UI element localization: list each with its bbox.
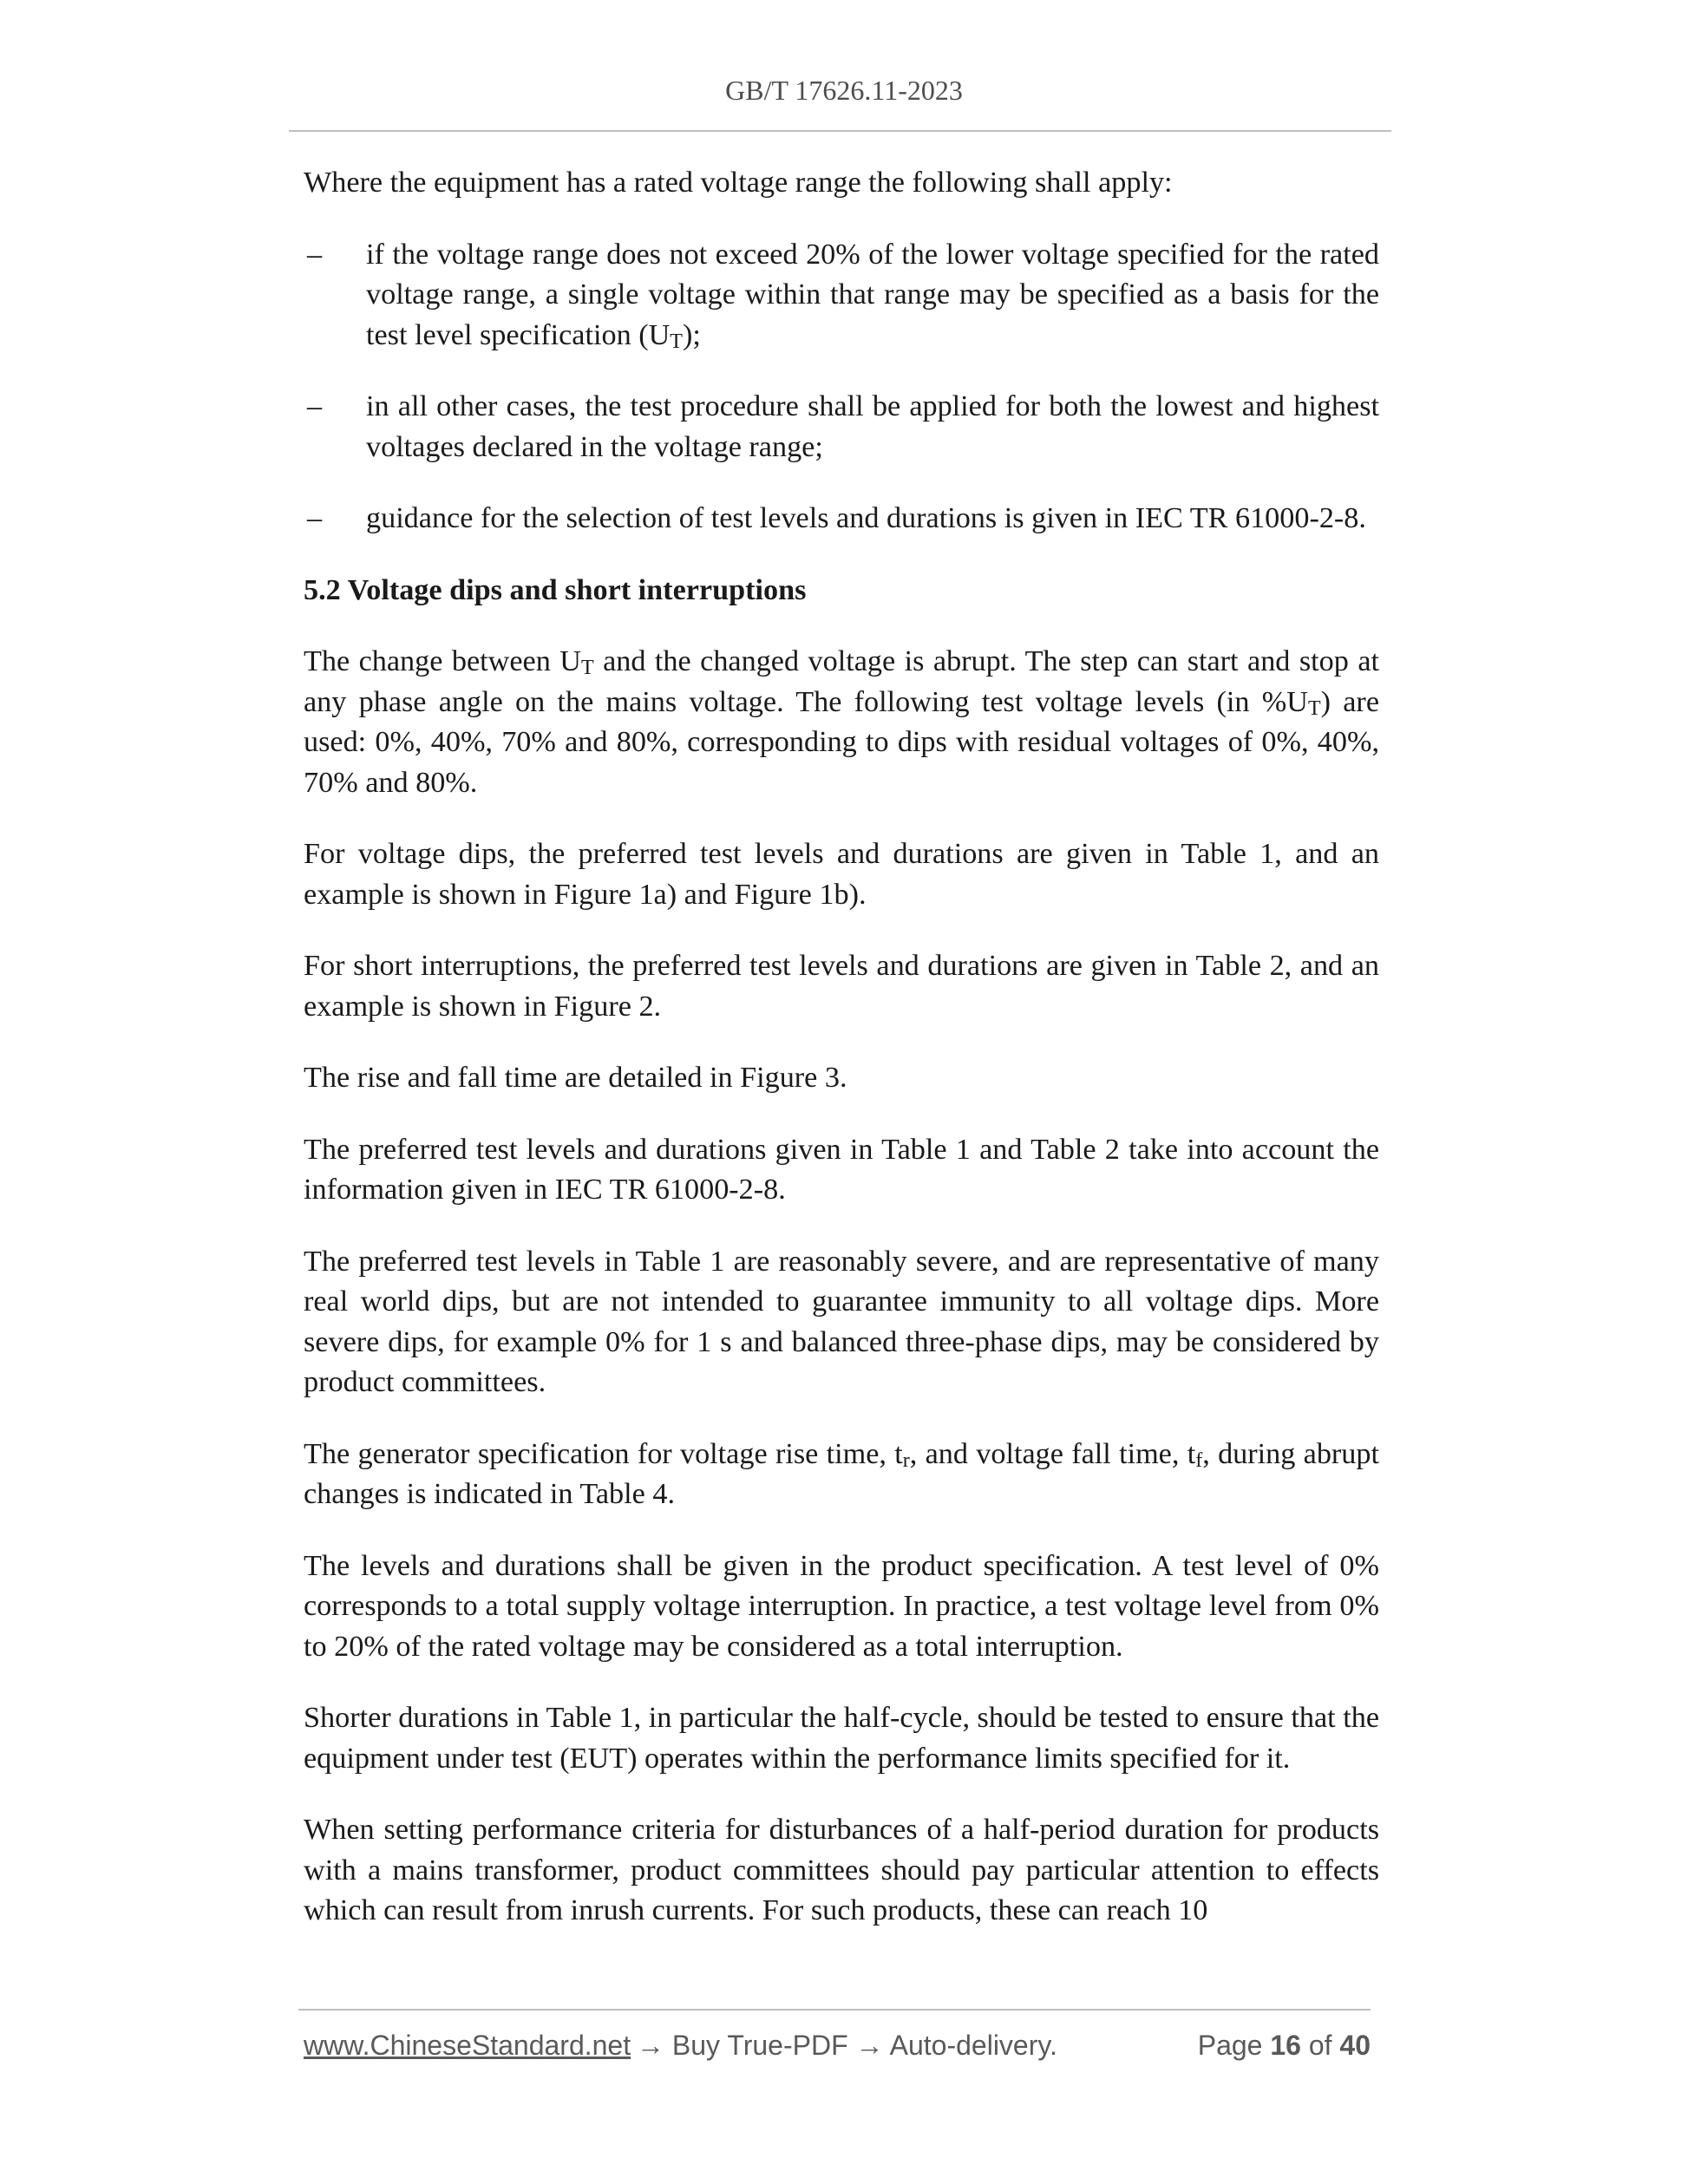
- document-body: [304, 163, 1379, 1963]
- list-item: [304, 499, 1379, 539]
- page-indicator: [1198, 2030, 1371, 2062]
- page-footer: [304, 2030, 1379, 2068]
- section-number: 5.2: [304, 573, 341, 606]
- subscript: T: [670, 330, 683, 353]
- list-dash: –: [307, 238, 323, 271]
- requirements-list: [304, 235, 1379, 539]
- footer-divider: [298, 2009, 1371, 2011]
- page-label: Page: [1197, 2030, 1263, 2061]
- list-item: [304, 235, 1379, 356]
- paragraph-voltage-change: [304, 642, 1379, 803]
- paragraph-preferred-levels: The preferred test levels and durations given in Table 1 and Table 2 take into account the information given in IEC TR 61000-2-8.: [304, 1133, 1379, 1206]
- header-divider: [289, 130, 1391, 132]
- paragraph-voltage-dips: For voltage dips, the preferred test levels and durations are given in Table 1, and an example is shown in Figure 1a) and Figure 1b).: [304, 838, 1379, 911]
- subscript: r: [902, 1448, 910, 1472]
- total-pages: 40: [1339, 2030, 1371, 2061]
- subscript: f: [1195, 1448, 1203, 1472]
- section-title: Voltage dips and short interruptions: [347, 573, 807, 606]
- paragraph-generator-spec: [304, 1435, 1379, 1515]
- of-label: of: [1308, 2030, 1332, 2061]
- list-item-text: guidance for the selection of test levels and durations is given in IEC TR 61000-2-8.: [366, 502, 1366, 534]
- paragraph-short-interruptions: For short interruptions, the preferred test levels and durations are given in Table 2, and an example is shown in Figure 2.: [304, 950, 1379, 1023]
- page-number: 16: [1270, 2030, 1301, 2061]
- list-dash: –: [307, 390, 323, 422]
- list-dash: –: [307, 502, 323, 534]
- paragraph-performance-criteria: When setting performance criteria for disturbances of a half-period duration for products with a mains transformer, product committees should pay particular attention to effects which can result from inrush currents. For such products, these can reach 10: [304, 1814, 1379, 1926]
- subscript: T: [1307, 696, 1321, 720]
- section-heading: [304, 571, 1379, 611]
- intro-paragraph: Where the equipment has a rated voltage range the following shall apply:: [304, 167, 1173, 199]
- text-run: , and voltage fall time, t: [909, 1437, 1196, 1470]
- list-item-text-end: );: [682, 318, 701, 351]
- text-run: and the changed voltage is abrupt. The step can start and stop at any phase angle on the mains voltage. The following test voltage levels (in %U: [304, 645, 1379, 718]
- list-item-text: if the voltage range does not exceed 20% of the lower voltage specified for the rated voltage range, a single voltage within that range may be specified as a basis for the test level specification (U: [366, 238, 1379, 351]
- list-item: [304, 387, 1379, 468]
- document-header-title: GB/T 17626.11-2023: [725, 75, 963, 106]
- paragraph-levels-durations: The levels and durations shall be given in the product specification. A test level of 0% corresponds to a total supply voltage interruption. In practice, a test voltage level from 0% to 20% of the rated voltage may be considered as a total interruption.: [304, 1549, 1379, 1663]
- paragraph-severity: The preferred test levels in Table 1 are reasonably severe, and are representative of many real world dips, but are not intended to guarantee immunity to all voltage dips. More severe dips, for example 0% for 1 s and balanced three-phase dips, may be considered by product committees.: [304, 1245, 1379, 1398]
- text-run: The generator specification for voltage rise time, t: [304, 1437, 903, 1470]
- list-item-text: in all other cases, the test procedure shall be applied for both the lowest and highest voltages declared in the voltage range;: [366, 390, 1379, 463]
- text-run: The change between U: [304, 645, 581, 677]
- text-run: , during abrupt changes is indicated in Table 4.: [304, 1437, 1379, 1510]
- paragraph-rise-fall: The rise and fall time are detailed in Figure 3.: [304, 1062, 847, 1094]
- footer-promo-text: → Buy True-PDF → Auto-delivery.: [637, 2030, 1057, 2061]
- paragraph-shorter-durations: Shorter durations in Table 1, in particular the half-cycle, should be tested to ensure that the equipment under test (EUT) operates within the performance limits specified for it.: [304, 1702, 1379, 1775]
- website-link[interactable]: www.ChineseStandard.net: [304, 2030, 631, 2061]
- subscript: T: [580, 657, 594, 679]
- text-run: ) are used: 0%, 40%, 70% and 80%, corresponding to dips with residual voltages of 0%, 40%, 70% and 80%.: [304, 685, 1379, 799]
